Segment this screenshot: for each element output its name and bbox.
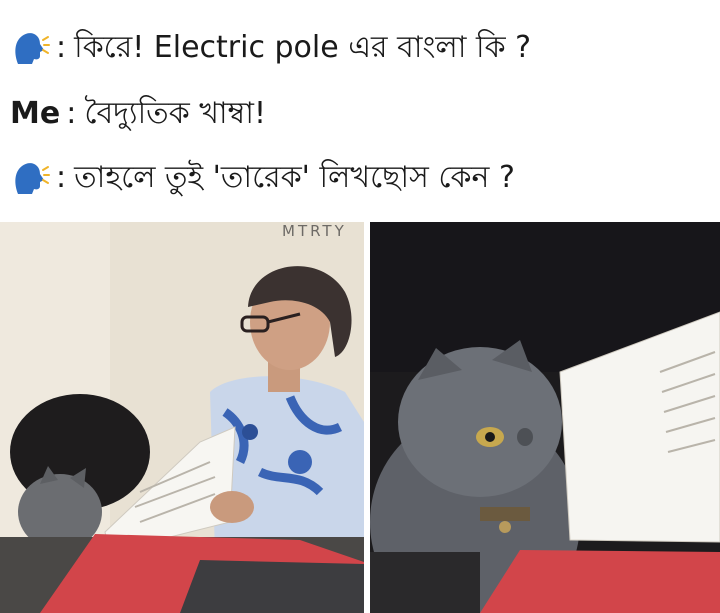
line-2-text: বৈদ্যুতিক খাম্বা!: [84, 96, 267, 131]
dialogue-line-3: [10, 152, 515, 204]
speaking-head-icon: [10, 158, 50, 198]
line-3-text: তাহলে তুই 'তারেক' লিখছোস কেন ?: [74, 160, 515, 195]
dialogue-line-2: [10, 88, 266, 140]
line-1-text: কিরে! Electric pole এর বাংলা কি ?: [74, 30, 532, 65]
photo-woman-reading: [0, 222, 364, 613]
speaking-head-icon: [10, 28, 50, 68]
watermark: MTRTY: [282, 222, 347, 240]
speaker-me-label: Me: [10, 96, 61, 131]
colon: :: [56, 160, 67, 195]
dialogue-line-1: [10, 22, 531, 74]
photo-cat-closeup: [370, 222, 720, 613]
colon: :: [66, 96, 77, 131]
colon: :: [56, 30, 67, 65]
